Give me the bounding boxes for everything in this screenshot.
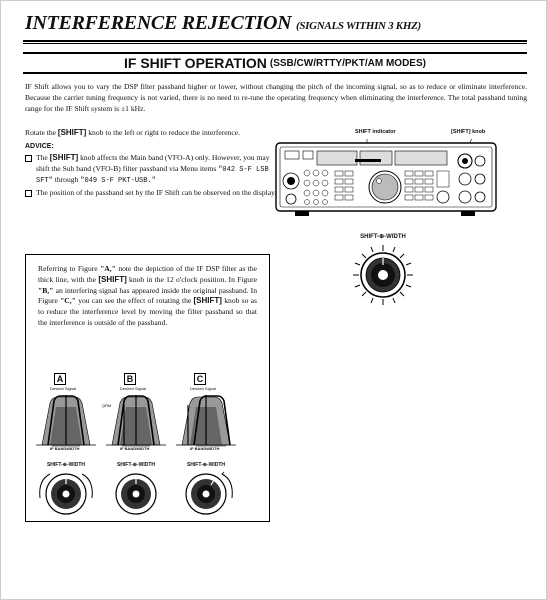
figure-explanation-box <box>25 254 270 522</box>
shift-width-knob-icon <box>174 468 238 520</box>
knob-title: SHIFT-⊕-WIDTH <box>186 462 226 468</box>
desired-signal-label: Desired Signal <box>120 386 147 391</box>
qrm-label: QRM <box>102 403 112 408</box>
section-title: IF SHIFT OPERATION <box>124 55 267 71</box>
title-rule-thin <box>23 43 527 44</box>
knob-title: SHIFT-⊕-WIDTH <box>360 234 406 240</box>
advice-item: The [SHIFT] knob affects the Main band (VFO-A) only. However, you may shift the Sub band (VFO-B) filter passband via Menu items "042 S-F LSB SFT" through "049 S-F PKT-USB." <box>25 153 277 187</box>
advice-item: The position of the passband set by the IF Shift can be observed on the display. <box>25 188 277 199</box>
shift-key-label: [SHIFT] <box>57 128 87 137</box>
title-rule <box>23 40 527 42</box>
passband-graph-icon <box>172 391 240 447</box>
shift-indicator-label: SHIFT indicator <box>355 129 396 135</box>
passband-graph-icon <box>32 391 100 447</box>
menu-item-ref: "042 S-F LSB SFT" <box>36 165 269 186</box>
title-main: INTERFERENCE REJECTION <box>25 12 292 34</box>
shift-width-knob-icon <box>351 243 415 307</box>
figure-b-knob <box>104 462 168 525</box>
checkbox-bullet-icon <box>25 190 32 197</box>
bandwidth-label: IF BANDWIDTH <box>50 446 80 451</box>
figure-letter: B <box>124 373 136 385</box>
figure-letter: A <box>54 373 66 385</box>
instructions-column <box>25 128 277 199</box>
checkbox-bullet-icon <box>25 155 32 162</box>
advice-title: ADVICE: <box>25 142 54 150</box>
bandwidth-label: IF BANDWIDTH <box>120 446 150 451</box>
desired-signal-label: Desired Signal <box>50 386 77 391</box>
section-header <box>23 52 527 74</box>
page-title <box>25 12 421 35</box>
bandwidth-label: IF BANDWIDTH <box>190 446 220 451</box>
rotate-instruction: Rotate the [SHIFT] knob to the left or right to reduce the interference. <box>25 128 241 137</box>
title-sub: (SIGNALS WITHIN 3 KHZ) <box>295 20 421 32</box>
knob-title: SHIFT-⊕-WIDTH <box>116 462 156 468</box>
shift-width-knob <box>345 233 421 313</box>
desired-signal-label: Desired Signal <box>190 386 217 391</box>
shift-width-knob-icon <box>34 468 98 520</box>
intro-paragraph: IF Shift allows you to vary the DSP filter passband higher or lower, without changing the pitch of the incoming signal, so as to reduce or eliminate interference. Because the carrier tuning frequency is not varied, there is no need to re-tune the operating frequency when eliminating the interference. The total passband tuning range for the IF Shift system is ±1 kHz. <box>25 82 527 113</box>
figure-a-knob <box>34 462 98 525</box>
passband-graph-icon <box>102 391 170 447</box>
figure-explanation-text: Referring to Figure "A," note the depiction of the IF DSP filter as the thick line, with the [SHIFT] knob in the 12 o'clock position. In Figure "B," an interfering signal has appeared inside the original passband. In Figure "C," you can see the effect of rotating the [SHIFT] knob so as to reduce the interference level by moving the filter passband so that the interference is outside of the passband. <box>38 264 258 327</box>
figure-letter: C <box>194 373 206 385</box>
section-modes: (SSB/CW/RTTY/PKT/AM MODES) <box>269 57 426 69</box>
transceiver-front-panel-icon <box>275 139 497 217</box>
menu-item-ref: "049 S-F PKT-USB." <box>80 177 156 186</box>
shift-knob-label: [SHIFT] knob <box>451 129 486 135</box>
transceiver-illustration <box>275 129 497 217</box>
figure-c-knob <box>174 462 238 525</box>
knob-title: SHIFT-⊕-WIDTH <box>46 462 86 468</box>
shift-width-knob-icon <box>104 468 168 520</box>
